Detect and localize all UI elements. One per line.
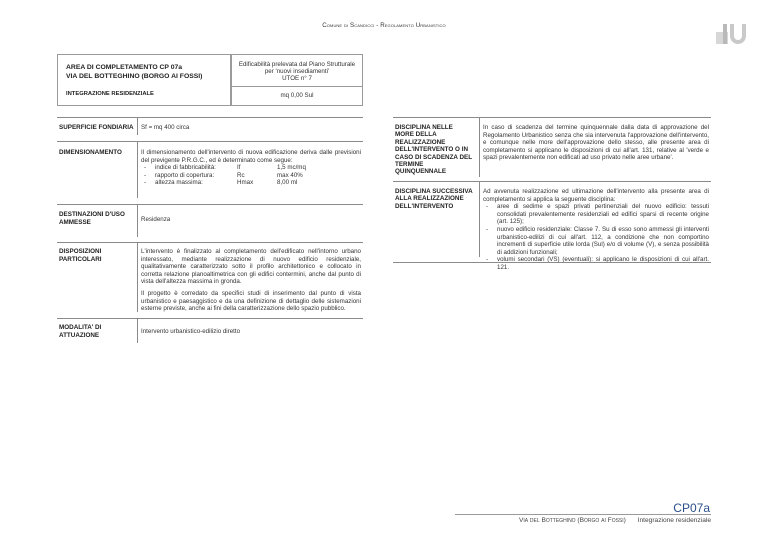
header-text: Comune di Scandicci - Regolamento Urbanistico — [322, 22, 446, 29]
superficie-label: SUPERFICIE FONDIARIA — [59, 124, 134, 131]
dimensionamento-label: DIMENSIONAMENTO — [59, 149, 122, 156]
dim-value: max 40% — [277, 171, 303, 179]
area-title: AREA DI COMPLETAMENTO CP 07a — [66, 64, 183, 71]
dimensionamento-list — [141, 164, 361, 187]
dim-name: - altezza massima: — [155, 179, 203, 187]
superficie-value: Sf = mq 400 circa — [141, 124, 190, 131]
area-location: VIA DEL BOTTEGHINO (BORGO AI FOSSI) — [66, 73, 203, 80]
disposizioni-para-2: Il progetto è corredato da specifici studi di inserimento dal punto di vista urbanistico e paesaggistico e da una definizione di dettaglio delle sistemazioni esterne previste, anche ai fini della caratterizzazione dello spazio pubblico. — [141, 289, 361, 313]
footer-divider — [455, 514, 711, 515]
dim-sym: Rc — [237, 171, 245, 179]
ru-logo-icon — [716, 22, 748, 48]
scadenza-text: In caso di scadenza del termine quinquennale dalla data di approvazione del Regolamento Urbanistico senza che sia intervenuta l'approvazione dell'intervento, e comunque nelle more dell'approvazione dello stesso, alle presente area di completamento si applicano le disposizioni di cui all'art. 131, relative al 'verde e spazi prevalentemente non edificati ad uso privato nelle aree urbane'. — [483, 124, 709, 162]
sul-value: mq 0,00 Sul — [280, 92, 314, 99]
list-item: - aree di sedime e spazi privati pertinenziali del nuovo edificio: tessuti consolidati prevalentemente residenziali ed edifici sparsi di recente origine (art. 125); — [483, 203, 709, 226]
disposizioni-label-2: PARTICOLARI — [59, 256, 102, 263]
info-line-1: Edificabilità prelevata dal Piano Strutturale — [238, 61, 356, 68]
info-line-2: per 'nuovi insediamenti' — [264, 68, 330, 75]
dimensionamento-text — [141, 149, 361, 187]
footer-text — [455, 517, 711, 524]
successiva-intro: Ad avvenuta realizzazione ed ultimazione dell'intervento alla presente area di completamento si applica la seguente disciplina: — [483, 188, 709, 203]
destinazioni-label-2: AMMESSE — [59, 219, 91, 226]
scadenza-label: DISCIPLINA NELLE MORE DELLA REALIZZAZIONE DELL'INTERVENTO O IN CASO DI SCADENZA DEL TERMINE QUINQUENNALE — [395, 124, 473, 176]
list-item: - volumi secondari (VS) (eventuali): si applicano le disposizioni di cui all'art. 121. — [483, 256, 709, 271]
modalita-label-1: MODALITA' DI — [59, 324, 102, 331]
disposizioni-text — [141, 248, 361, 313]
disposizioni-para-1: L'intervento è finalizzato al completamento dell'edificato nell'intorno urbano interessato, mediante realizzazione di nuovo edificio residenziale, qualitativamente caratterizzato sotto il profilo architettonico e collocato in corretta relazione planoaltimetrica con gli edifici contermini, anche dal punto di vista dell'altezza massima in gronda. — [141, 248, 361, 286]
dim-row — [141, 172, 361, 180]
footer-code: CP07a — [673, 501, 710, 515]
footer-type: Integrazione residenziale — [637, 517, 711, 524]
info-box — [231, 54, 363, 106]
title-box — [57, 54, 231, 106]
destinazioni-label-1: DESTINAZIONI D'USO — [59, 211, 125, 218]
successiva-label: DISCIPLINA SUCCESSIVA ALLA REALIZZAZIONE DELL'INTERVENTO — [395, 188, 473, 210]
info-line-3: UTOE n° 7 — [282, 75, 312, 82]
successiva-text — [483, 188, 709, 272]
dim-row — [141, 164, 361, 172]
dim-row — [141, 179, 361, 187]
modalita-label-2: ATTUAZIONE — [59, 332, 100, 339]
dim-sym: Hmax — [237, 179, 254, 187]
footer-place: Via del Botteghino (Borgo ai Fossi) — [518, 517, 626, 524]
modalita-value: Intervento urbanistico-edilizio diretto — [141, 328, 241, 335]
dim-sym: If — [237, 164, 241, 172]
destinazioni-value: Residenza — [141, 216, 171, 223]
disposizioni-label-1: DISPOSIZIONI — [59, 248, 102, 255]
dim-name: - rapporto di copertura: — [155, 171, 215, 179]
area-subtitle: INTEGRAZIONE RESIDENZIALE — [66, 91, 154, 97]
dim-name: - indice di fabbricabilità: — [155, 164, 216, 172]
dim-value: 8,00 ml — [277, 179, 298, 187]
list-item: - nuovo edificio residenziale: Classe 7. Su di esso sono ammessi gli interventi urbanistico-edilizi di cui all'art. 112, a condizione che non comportino incrementi di superficie utile lorda (Sul) e/o di volume (V), e senza possibilità di addizioni funzionali; — [483, 226, 709, 256]
page-header — [0, 22, 768, 29]
dim-value: 1,5 mc/mq — [277, 164, 306, 172]
dimensionamento-intro: Il dimensionamento dell'intervento di nuova edificazione deriva dalle previsioni del previgente P.R.G.C., ed è determinato come segue: — [141, 149, 361, 164]
